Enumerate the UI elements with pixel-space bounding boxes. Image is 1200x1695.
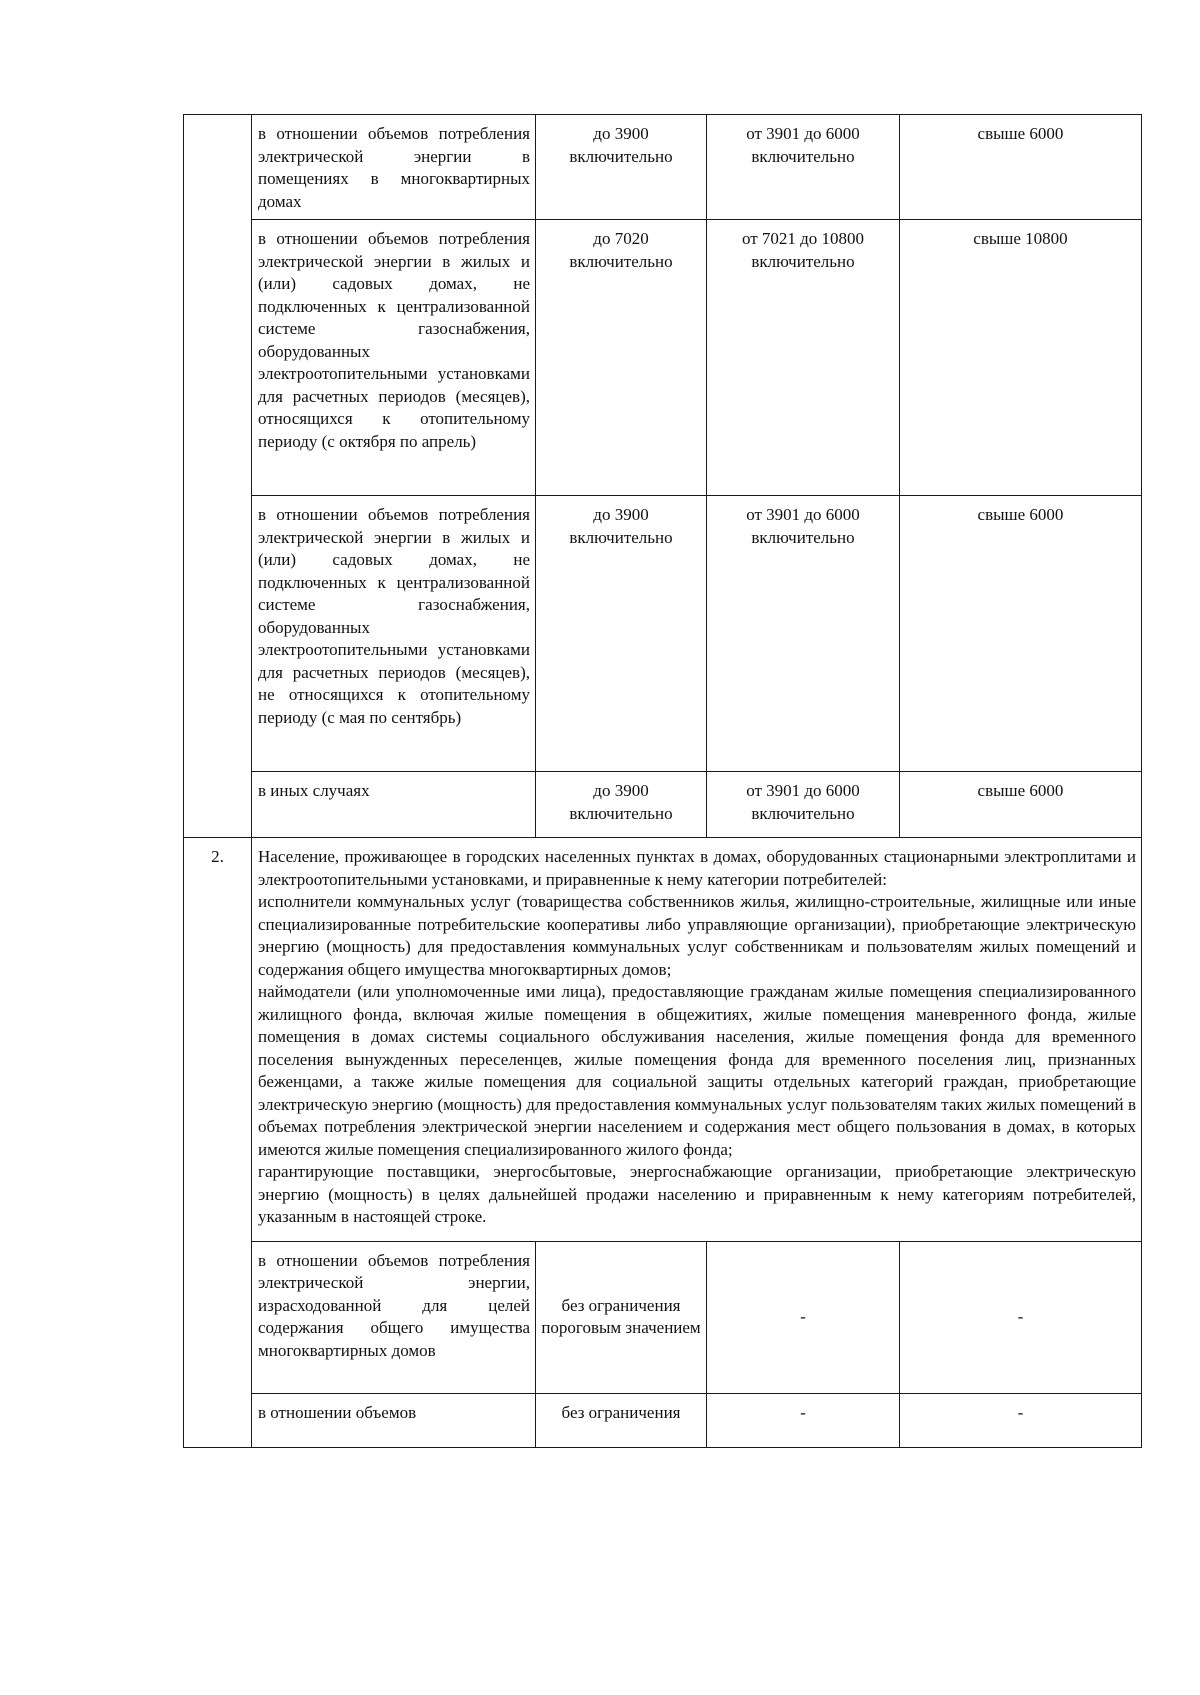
threshold-mid-cell (707, 220, 900, 496)
table-row (184, 220, 1142, 496)
row-number-cell (184, 838, 252, 1448)
threshold-high: свыше 6000 (977, 124, 1064, 143)
threshold-high: - (1017, 1402, 1024, 1422)
threshold-low-cell (536, 115, 707, 220)
threshold-high: свыше 10800 (973, 229, 1068, 248)
threshold-high-cell (900, 1393, 1142, 1447)
paragraph: гарантирующие поставщики, энергосбытовые, энергоснабжающие организации, приобретающие электрическую энергию (мощность) в целях дальнейшей продажи населению и приравненным к нему категориям потребителей, указанным в настоящей строке. (258, 1162, 1136, 1226)
paragraph: исполнители коммунальных услуг (товарищества собственников жилья, жилищно-строительные, жилищные или иные специализированные потребительские кооперативы либо управляющие организации), приобретающие электрическую энергию (мощность) для предоставления коммунальных услуг собственникам и пользователям жилых помещений и содержания общего имущества многоквартирных домов; (258, 892, 1136, 979)
consumption-category: в отношении объемов потребления электрической энергии в жилых и (или) садовых домах, не подключенных к централизованной системе газоснабжения, оборудованных электроотопительными установками для расчетных периодов (месяцев), не относящихся к отопительному периоду (с мая по сентябрь) (258, 505, 530, 727)
threshold-high: свыше 6000 (977, 781, 1064, 800)
threshold-mid-cell (707, 772, 900, 838)
tariff-threshold-table (183, 114, 1142, 1448)
table-row (184, 772, 1142, 838)
threshold-low-cell (536, 1393, 707, 1447)
table-row (184, 115, 1142, 220)
paragraph: наймодатели (или уполномоченные ими лица), предоставляющие гражданам жилые помещения специализированного жилищного фонда, включая жилые помещения в общежитиях, жилые помещения маневренного фонда, жилые помещения в домах системы социального обслуживания населения, жилые помещения фонда для временного поселения вынужденных переселенцев, жилые помещения фонда для временного поселения лиц, признанных беженцами, а также жилые помещения для социальной защиты отдельных категорий граждан, приобретающие электрическую энергию (мощность) для предоставления коммунальных услуг пользователям таких жилых помещений в объемах потребления электрической энергии населением и содержания мест общего пользования в домах, в которых имеются жилые помещения специализированного жилого фонда; (258, 982, 1136, 1159)
threshold-mid-cell (707, 1241, 900, 1393)
threshold-high-cell (900, 1241, 1142, 1393)
threshold-low: до 3900 включительно (569, 781, 673, 823)
threshold-high-cell (900, 220, 1142, 496)
threshold-mid: от 3901 до 6000 включительно (746, 505, 860, 547)
table-row (184, 496, 1142, 772)
threshold-high: свыше 6000 (977, 505, 1064, 524)
threshold-mid: от 7021 до 10800 включительно (741, 229, 865, 271)
threshold-high-cell (900, 772, 1142, 838)
consumption-category-cell (252, 1393, 536, 1447)
consumption-category-cell (252, 496, 536, 772)
row-number-cell-empty (184, 115, 252, 838)
row-number: 2. (211, 847, 224, 866)
consumption-category-cell (252, 115, 536, 220)
threshold-low: без ограничения (561, 1402, 681, 1422)
threshold-mid: от 3901 до 6000 включительно (746, 124, 860, 166)
threshold-low: до 3900 включительно (569, 124, 673, 166)
threshold-low: без ограничения пороговым значением (541, 1295, 701, 1337)
table-row (184, 1393, 1142, 1447)
threshold-low-cell (536, 496, 707, 772)
consumer-group-description-cell (252, 838, 1142, 1242)
threshold-high-cell (900, 115, 1142, 220)
threshold-high-cell (900, 496, 1142, 772)
threshold-mid: - (800, 1402, 806, 1422)
threshold-low-cell (536, 1241, 707, 1393)
consumption-category: в отношении объемов потребления электрической энергии в жилых и (или) садовых домах, не подключенных к централизованной системе газоснабжения, оборудованных электроотопительными установками для расчетных периодов (месяцев), относящихся к отопительному периоду (с октября по апрель) (258, 229, 530, 451)
paragraph: Население, проживающее в городских населенных пунктах в домах, оборудованных стационарными электроплитами и электроотопительными установками, и приравненные к нему категории потребителей: (258, 847, 1136, 889)
threshold-mid: от 3901 до 6000 включительно (746, 781, 860, 823)
threshold-low: до 7020 включительно (569, 229, 673, 271)
threshold-mid-cell (707, 115, 900, 220)
consumption-category-cell (252, 1241, 536, 1393)
table-row (184, 838, 1142, 1242)
threshold-high: - (1017, 1306, 1024, 1326)
threshold-mid-cell (707, 1393, 900, 1447)
consumption-category: в отношении объемов (258, 1402, 417, 1422)
consumption-category-cell (252, 220, 536, 496)
threshold-low-cell (536, 772, 707, 838)
threshold-low-cell (536, 220, 707, 496)
consumption-category: в иных случаях (258, 781, 370, 800)
consumption-category: в отношении объемов потребления электрической энергии в помещениях в многоквартирных домах (258, 124, 530, 211)
consumption-category-cell (252, 772, 536, 838)
threshold-mid: - (800, 1306, 806, 1326)
table-row (184, 1241, 1142, 1393)
consumer-group-description (252, 838, 1141, 1241)
threshold-mid-cell (707, 496, 900, 772)
threshold-low: до 3900 включительно (569, 505, 673, 547)
consumption-category: в отношении объемов потребления электрической энергии, израсходованной для целей содержания общего имущества многоквартирных домов (258, 1250, 530, 1360)
